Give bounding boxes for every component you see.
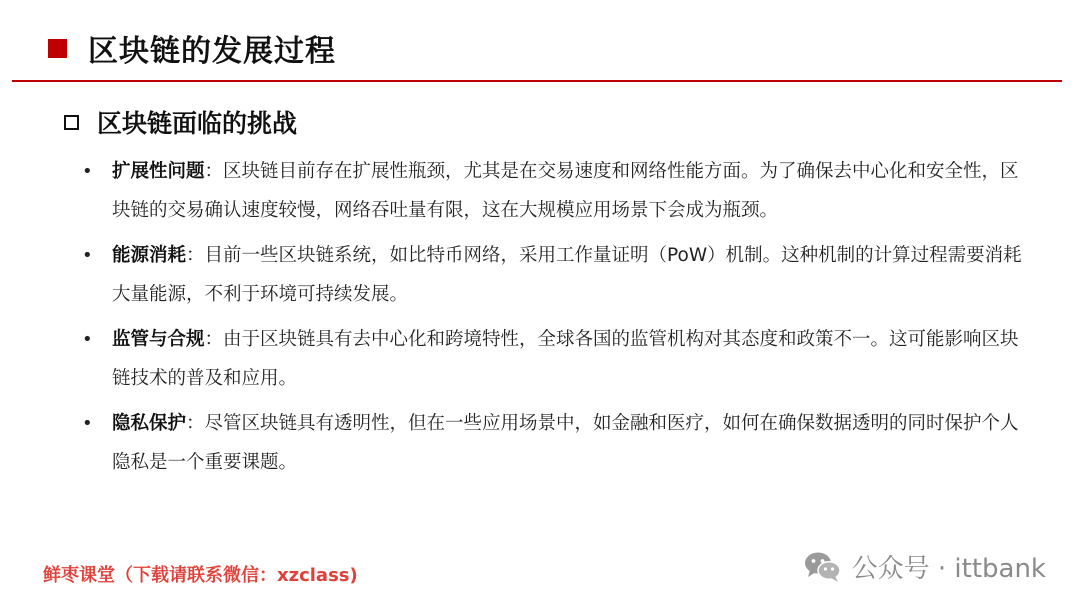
- bullet-dot: •: [82, 161, 93, 182]
- bullet-body: [112, 320, 1032, 398]
- watermark-text: 公众号 · ittbank: [851, 554, 1046, 584]
- bullet-dot: •: [82, 329, 93, 350]
- section-heading: [64, 104, 297, 140]
- bullet-dot: •: [82, 245, 93, 266]
- list-item: [82, 152, 1032, 230]
- bullet-term: 扩展性问题: [112, 161, 205, 182]
- bullet-term: 隐私保护: [112, 413, 187, 434]
- list-item: [82, 404, 1032, 482]
- bullet-text: ：尽管区块链具有透明性，但在一些应用场景中，如金融和医疗，如何在确保数据透明的同时保护个人隐私是一个重要课题。: [112, 413, 1019, 473]
- bullet-term: 能源消耗: [112, 245, 187, 266]
- wechat-icon: [804, 551, 842, 583]
- bullet-text: ：区块链目前存在扩展性瓶颈，尤其是在交易速度和网络性能方面。为了确保去中心化和安全性，区块链的交易确认速度较慢，网络吞吐量有限，这在大规模应用场景下会成为瓶颈。: [112, 161, 1019, 221]
- bullet-body: [112, 404, 1032, 482]
- challenge-list: [82, 152, 1032, 488]
- bullet-term: 监管与合规: [112, 329, 205, 350]
- bullet-body: [112, 236, 1032, 314]
- watermark: [804, 548, 1046, 585]
- list-item: [82, 320, 1032, 398]
- section-box-marker: [64, 115, 79, 130]
- slide-title-bar: [48, 26, 336, 70]
- title-square-marker: [48, 39, 67, 58]
- title-divider: [12, 80, 1062, 82]
- bullet-dot: •: [82, 413, 93, 434]
- bullet-text: ：目前一些区块链系统，如比特币网络，采用工作量证明（PoW）机制。这种机制的计算过程需要消耗大量能源，不利于环境可持续发展。: [112, 245, 1022, 305]
- bullet-body: [112, 152, 1032, 230]
- slide-title: 区块链的发展过程: [88, 34, 336, 69]
- section-title: 区块链面临的挑战: [97, 109, 298, 138]
- bullet-text: ：由于区块链具有去中心化和跨境特性，全球各国的监管机构对其态度和政策不一。这可能影响区块链技术的普及和应用。: [112, 329, 1019, 389]
- list-item: [82, 236, 1032, 314]
- footer-source-note: 鲜枣课堂（下载请联系微信：xzclass): [43, 565, 358, 586]
